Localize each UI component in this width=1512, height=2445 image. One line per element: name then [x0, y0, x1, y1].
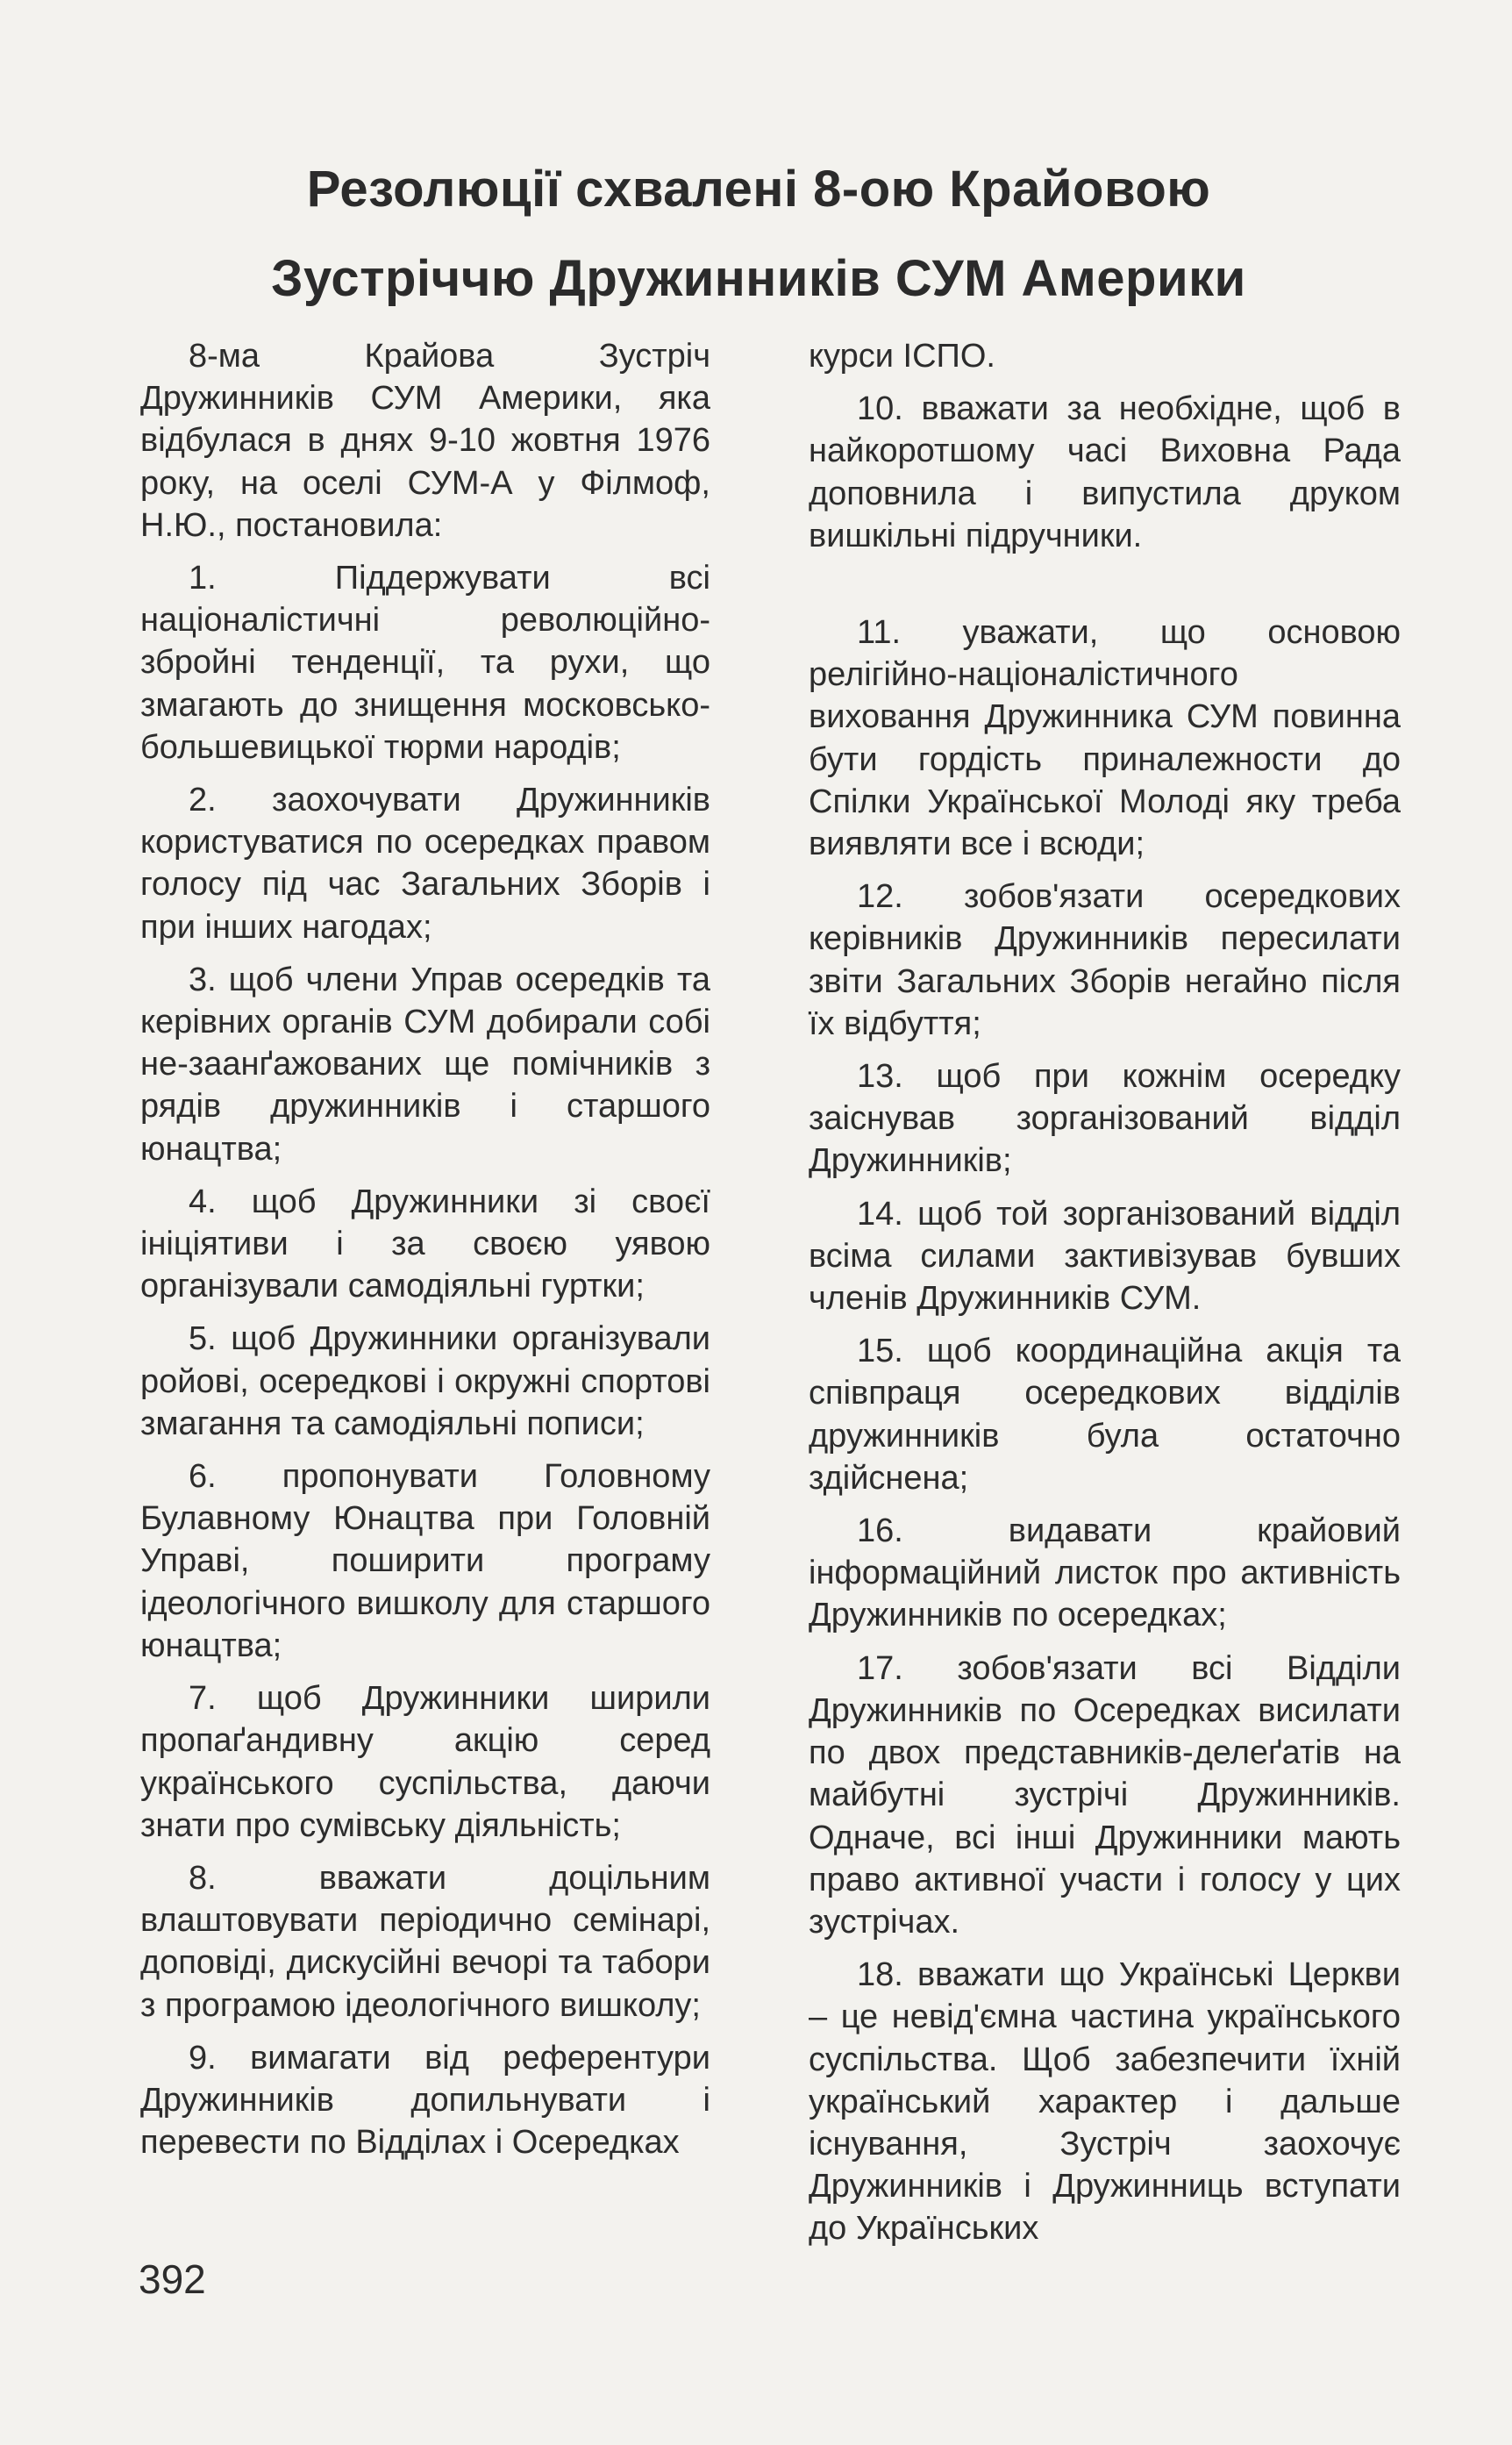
resolution-12: 12. зобов'язати осередкових керівників Дружинників пересилати звіти Загальних Зборів негайно після їх відбуття; — [809, 878, 1401, 1042]
right-column — [809, 335, 1401, 2261]
resolution-14: 14. щоб той зорганізований відділ всіма силами зактивізував бувших членів Дружинників СУМ. — [809, 1195, 1401, 1318]
page-number: 392 — [139, 2256, 206, 2302]
resolution-10: 10. вважати за необхідне, щоб в найкоротшому часі Виховна Рада доповнила і випустила друком вишкільні підручники. — [809, 390, 1401, 554]
resolution-15: 15. щоб координаційна акція та співпраця осередкових відділів дружинників була остаточно здійснена; — [809, 1333, 1401, 1497]
resolution-11: 11. уважати, що основою релігійно-націоналістичного виховання Дружинника СУМ повинна бути гордість приналежности до Спілки Української Молоді яку треба виявляти все і всюди; — [809, 614, 1401, 863]
resolution-9-continued: курси ІСПО. — [809, 338, 995, 375]
resolution-17: 17. зобов'язати всі Відділи Дружинників по Осередках висилати по двох представників-делеґатів на майбутні зустрічі Дружинників. Одначе, всі інші Дружинники мають право активної участи і голосу у цих зустрічах. — [809, 1649, 1401, 1941]
resolution-8: 8. вважати доцільним влаштовувати періодично семінарі, доповіді, дискусійні вечорі та табори з програмою ідеологічного вишколу; — [140, 1859, 710, 2024]
resolution-3: 3. щоб члени Управ осередків та керівних органів СУМ добирали собі не-заанґажованих ще помічників з рядів дружинників і старшого юнацтва; — [140, 961, 710, 1168]
resolution-4: 4. щоб Дружинники зі своєї ініціятиви і за своєю уявою організували самодіяльні гуртки; — [140, 1183, 710, 1305]
resolution-2: 2. заохочувати Дружинників користуватися по осередках правом голосу під час Загальних Зборів і при інших нагодах; — [140, 782, 710, 946]
resolution-5: 5. щоб Дружинники організували ройові, осередкові і окружні спортові змагання та самодіяльні пописи; — [140, 1320, 710, 1442]
left-column — [140, 335, 710, 2174]
resolution-18: 18. вважати що Українські Церкви – це невід'ємна частина українського суспільства. Щоб забезпечити їхній український характер і дальше існування, Зустріч заохочує Дружинників і Дружинниць вступати до Українських — [809, 1956, 1401, 2248]
resolution-9: 9. вимагати від референтури Дружинників допильнувати і перевести по Відділах і Осередках — [140, 2039, 710, 2162]
resolution-1: 1. Піддержувати всі націоналістичні революційно-збройні тенденції, та рухи, що змагають до знищення московсько-большевицької тюрми народів; — [140, 560, 710, 766]
title-line-2: Зустріччю Дружинників СУМ Америки — [271, 250, 1246, 307]
resolution-7: 7. щоб Дружинники ширили пропаґандивну акцію серед українського суспільства, даючи знати про сумівську діяльність; — [140, 1680, 710, 1844]
resolution-6: 6. пропонувати Головному Булавному Юнацтва при Головній Управі, поширити програму ідеологічного вишколу для старшого юнацтва; — [140, 1458, 710, 1664]
title-line-1: Резолюції схвалені 8-ою Крайовою — [306, 161, 1211, 218]
intro-paragraph: 8-ма Крайова Зустріч Дружинників СУМ Америки, яка відбулася в днях 9-10 жовтня 1976 року, на оселі СУМ-А у Філмоф, Н.Ю., постановила: — [140, 338, 710, 544]
resolution-13: 13. щоб при кожнім осередку заіснував зорганізований відділ Дружинників; — [809, 1058, 1401, 1180]
page-title — [175, 145, 1342, 324]
resolution-16: 16. видавати крайовий інформаційний листок про активність Дружинників по осередках; — [809, 1512, 1401, 1634]
